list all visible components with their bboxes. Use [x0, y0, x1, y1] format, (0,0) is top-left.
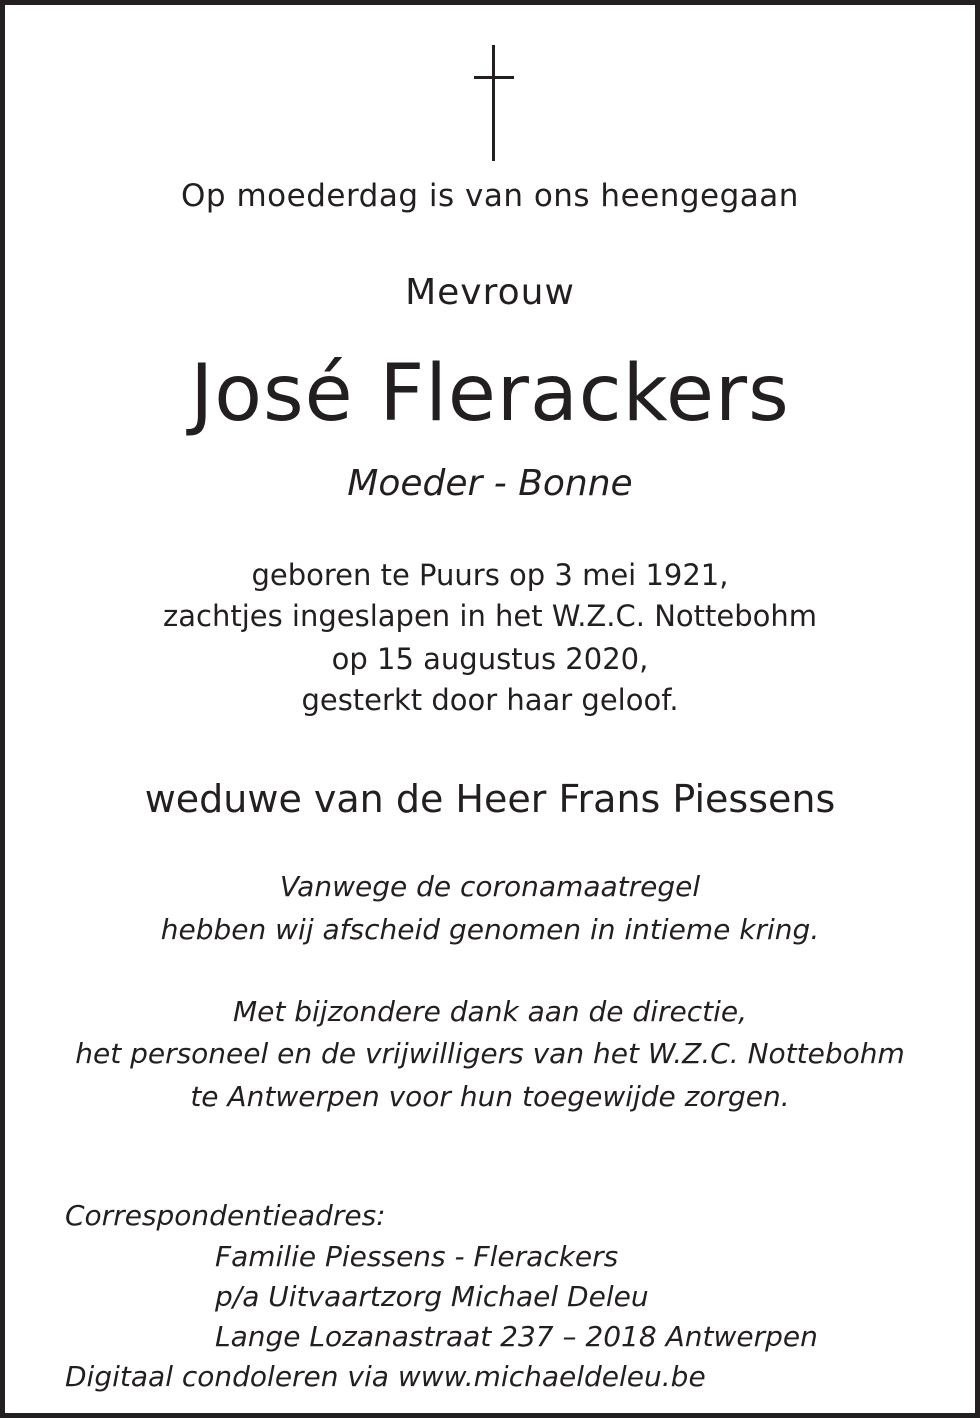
bio-line: gesterkt door haar geloof. [301, 683, 679, 717]
honorific: Mevrouw [405, 272, 575, 313]
address-line: p/a Uitvaartzorg Michael Deleu [215, 1280, 649, 1313]
widow-of: weduwe van de Heer Frans Piessens [144, 777, 836, 821]
correspondence-label: Correspondentieadres: [65, 1199, 386, 1232]
bio-line: op 15 augustus 2020, [331, 642, 649, 676]
bio-line: geboren te Puurs op 3 mei 1921, [251, 558, 729, 592]
intro-text: Op moederdag is van ons heengegaan [181, 178, 799, 214]
thanks-line: te Antwerpen voor hun toegewijde zorgen. [190, 1080, 790, 1113]
bio-line: zachtjes ingeslapen in het W.Z.C. Nottebohm [163, 599, 817, 633]
covid-notice-line: hebben wij afscheid genomen in intieme kring. [160, 913, 820, 946]
address-line: Lange Lozanastraat 237 – 2018 Antwerpen [215, 1320, 818, 1353]
address-line: Familie Piessens - Flerackers [215, 1240, 619, 1273]
thanks-line: het personeel en de vrijwilligers van het W.Z.C. Nottebohm [75, 1037, 905, 1070]
deceased-name: José Flerackers [190, 349, 790, 439]
family-roles: Moeder - Bonne [347, 463, 633, 504]
covid-notice-line: Vanwege de coronamaatregel [279, 870, 701, 903]
online-condolence-link[interactable]: Digitaal condoleren via www.michaeldeleu.be [65, 1360, 706, 1393]
thanks-line: Met bijzondere dank aan de directie, [232, 995, 748, 1028]
cross-icon [474, 45, 514, 161]
